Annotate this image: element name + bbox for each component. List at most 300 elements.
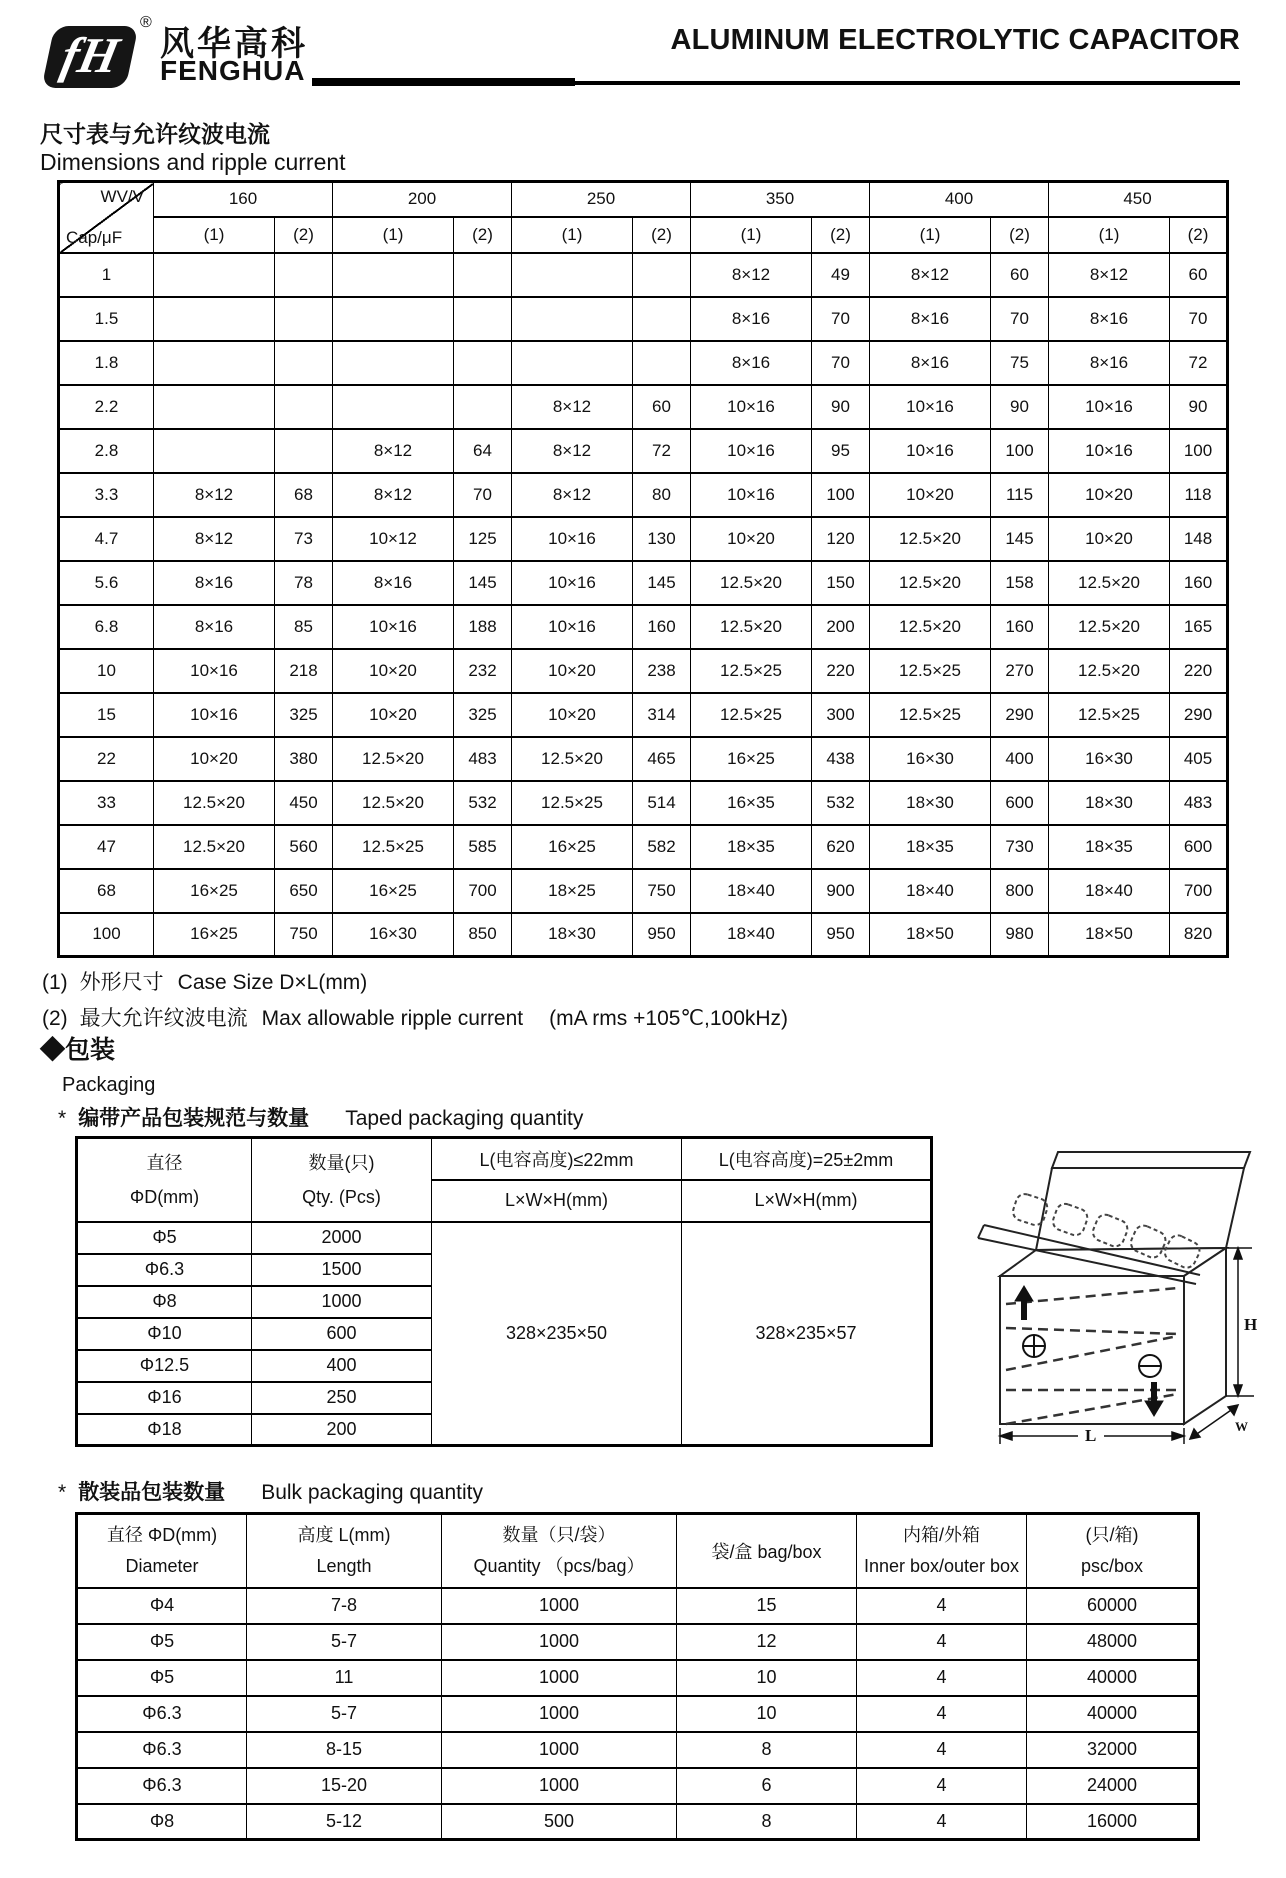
cell: 1000: [442, 1624, 677, 1660]
cell: 600: [252, 1318, 432, 1350]
cell: 12.5×20: [333, 737, 454, 781]
header-diameter: [77, 1138, 252, 1222]
cell: 8×16: [333, 561, 454, 605]
cell: 8×16: [1049, 297, 1170, 341]
cell: 130: [633, 517, 691, 561]
table-row: [77, 1624, 1199, 1660]
voltage-header: 400: [870, 182, 1049, 217]
cell: 950: [812, 913, 870, 957]
table-row: [59, 182, 1228, 217]
cell: 500: [442, 1804, 677, 1840]
cell: [275, 297, 333, 341]
cell: 100: [991, 429, 1049, 473]
cell: 16×35: [691, 781, 812, 825]
header-lwh: L×W×H(mm): [682, 1180, 932, 1222]
cell: [154, 341, 275, 385]
cell: [154, 385, 275, 429]
cell: 900: [812, 869, 870, 913]
cell: Φ6.3: [77, 1696, 247, 1732]
cell: 70: [1170, 297, 1228, 341]
table-row: [77, 1696, 1199, 1732]
table-row: [59, 385, 1228, 429]
bullet: *: [58, 1107, 67, 1130]
voltage-header: 250: [512, 182, 691, 217]
cell: 78: [275, 561, 333, 605]
cell: 165: [1170, 605, 1228, 649]
cell: 532: [812, 781, 870, 825]
cell: 10×16: [1049, 429, 1170, 473]
cell: 10×20: [1049, 517, 1170, 561]
cell: [333, 385, 454, 429]
cell: 145: [633, 561, 691, 605]
cell: 10×16: [870, 429, 991, 473]
cell: [333, 253, 454, 297]
note-number: (2): [42, 1007, 68, 1030]
cell: 800: [991, 869, 1049, 913]
cell: 980: [991, 913, 1049, 957]
cell: 270: [991, 649, 1049, 693]
cap-cell: 2.8: [59, 429, 154, 473]
cell: 12.5×25: [333, 825, 454, 869]
cap-cell: 1.8: [59, 341, 154, 385]
cell: 12.5×25: [870, 649, 991, 693]
table-row: [77, 1138, 932, 1180]
cell: 8×12: [691, 253, 812, 297]
label: (只/箱): [1085, 1524, 1139, 1545]
bulk-title-zh: 散装品包装数量: [78, 1481, 226, 1504]
cell: 150: [812, 561, 870, 605]
cell: 8×16: [691, 341, 812, 385]
cell: 8×12: [512, 429, 633, 473]
cell: 6: [677, 1768, 857, 1804]
cell: 188: [454, 605, 512, 649]
brand-name-zh: 风华高科: [160, 25, 308, 63]
cell: Φ18: [77, 1414, 252, 1446]
note-zh: 最大允许纹波电流: [79, 1007, 248, 1030]
cell: 10×20: [870, 473, 991, 517]
bullet: *: [58, 1481, 67, 1504]
cap-cell: 68: [59, 869, 154, 913]
cap-cell: 10: [59, 649, 154, 693]
cell: 8×12: [870, 253, 991, 297]
fenghua-logo: [41, 26, 138, 88]
cell: 820: [1170, 913, 1228, 957]
cap-cell: 3.3: [59, 473, 154, 517]
cell: [454, 341, 512, 385]
cell: 10×12: [333, 517, 454, 561]
cell: 12.5×25: [512, 781, 633, 825]
cell: 12.5×20: [154, 781, 275, 825]
cap-cell: 47: [59, 825, 154, 869]
box-outline: [1000, 1152, 1250, 1424]
cap-cell: 5.6: [59, 561, 154, 605]
cell: 8×16: [691, 297, 812, 341]
cell: 115: [991, 473, 1049, 517]
cell: [633, 341, 691, 385]
cell: 405: [1170, 737, 1228, 781]
cell: 10×20: [691, 517, 812, 561]
cell: 8×16: [1049, 341, 1170, 385]
cell: 1000: [442, 1768, 677, 1804]
cell: 12.5×20: [1049, 605, 1170, 649]
cap-cell: 15: [59, 693, 154, 737]
cap-uf-label: Cap/μF: [66, 227, 123, 247]
sub-header: (2): [633, 217, 691, 253]
sub-header: (1): [691, 217, 812, 253]
taped-packaging-title: [58, 1102, 583, 1132]
cell: 10×16: [333, 605, 454, 649]
cell: 18×40: [691, 869, 812, 913]
cell: 70: [454, 473, 512, 517]
box-size-eq25: 328×235×57: [682, 1222, 932, 1446]
cap-cell: 33: [59, 781, 154, 825]
table-row: [59, 825, 1228, 869]
table-row: [59, 473, 1228, 517]
cell: 5-7: [247, 1624, 442, 1660]
table-row: [77, 1732, 1199, 1768]
cell: 72: [633, 429, 691, 473]
cell: 16000: [1027, 1804, 1199, 1840]
taped-title-en: Taped packaging quantity: [345, 1107, 584, 1130]
cell: 60: [1170, 253, 1228, 297]
wvv-label: WV/V: [100, 187, 144, 206]
cell: 4: [857, 1804, 1027, 1840]
cell: 532: [454, 781, 512, 825]
cell: 18×30: [870, 781, 991, 825]
cell: 4: [857, 1588, 1027, 1624]
header-bag-box: 袋/盒 bag/box: [677, 1514, 857, 1588]
sub-header: (1): [154, 217, 275, 253]
cell: 290: [1170, 693, 1228, 737]
cell: 16×25: [512, 825, 633, 869]
header-height-eq25: L(电容高度)=25±2mm: [682, 1138, 932, 1180]
cell: Φ8: [77, 1286, 252, 1318]
cell: 160: [633, 605, 691, 649]
cell: 12.5×25: [691, 649, 812, 693]
sub-header: (2): [1170, 217, 1228, 253]
dimensions-title-en: Dimensions and ripple current: [40, 149, 346, 175]
cell: 70: [812, 297, 870, 341]
table-row: [77, 1660, 1199, 1696]
cell: 60: [633, 385, 691, 429]
cell: 16×30: [870, 737, 991, 781]
cell: 12: [677, 1624, 857, 1660]
cell: [454, 297, 512, 341]
cell: 950: [633, 913, 691, 957]
cell: 48000: [1027, 1624, 1199, 1660]
cell: 514: [633, 781, 691, 825]
cell: 8: [677, 1804, 857, 1840]
cap-cell: 1.5: [59, 297, 154, 341]
cell: 8×16: [870, 297, 991, 341]
cell: 10×16: [512, 561, 633, 605]
cell: 75: [991, 341, 1049, 385]
cell: Φ4: [77, 1588, 247, 1624]
note-1: [42, 966, 367, 996]
cell: 18×40: [1049, 869, 1170, 913]
header-lwh: L×W×H(mm): [432, 1180, 682, 1222]
cell: 118: [1170, 473, 1228, 517]
cell: [633, 253, 691, 297]
label: Length: [316, 1555, 372, 1576]
cell: 650: [275, 869, 333, 913]
cell: 220: [812, 649, 870, 693]
cell: 4: [857, 1660, 1027, 1696]
label: Inner box/outer box: [863, 1555, 1020, 1576]
table-row: [77, 1588, 1199, 1624]
cell: 8×12: [1049, 253, 1170, 297]
cell: [154, 253, 275, 297]
cell: 300: [812, 693, 870, 737]
header-qty: [252, 1138, 432, 1222]
sub-header: (2): [812, 217, 870, 253]
label: psc/box: [1080, 1555, 1144, 1576]
cell: 10: [677, 1696, 857, 1732]
cell: [454, 385, 512, 429]
cell: 5-7: [247, 1696, 442, 1732]
cell: 10×16: [1049, 385, 1170, 429]
cell: 18×35: [1049, 825, 1170, 869]
cell: 8×12: [512, 473, 633, 517]
cell: 18×25: [512, 869, 633, 913]
note-number: (1): [42, 971, 68, 994]
label: 直径 ΦD(mm): [106, 1524, 218, 1545]
sub-header: (2): [275, 217, 333, 253]
cell: 10×20: [512, 693, 633, 737]
cell: [275, 253, 333, 297]
cell: 12.5×20: [1049, 649, 1170, 693]
note-2: [42, 1002, 788, 1032]
cell: 700: [1170, 869, 1228, 913]
cell: 10×16: [512, 605, 633, 649]
cell: 85: [275, 605, 333, 649]
dim-w-label: W: [1235, 1419, 1248, 1434]
cell: 80: [633, 473, 691, 517]
table-row: [59, 341, 1228, 385]
cell: 582: [633, 825, 691, 869]
cap-cell: 1: [59, 253, 154, 297]
cell: Φ5: [77, 1624, 247, 1660]
cell: 60000: [1027, 1588, 1199, 1624]
cell: 12.5×25: [870, 693, 991, 737]
cell: Φ8: [77, 1804, 247, 1840]
cap-cell: 100: [59, 913, 154, 957]
header-quantity: [442, 1514, 677, 1588]
registered-mark-icon: ®: [140, 14, 152, 31]
packaging-heading-zh: ◆包装: [40, 1036, 116, 1064]
cell: 24000: [1027, 1768, 1199, 1804]
sub-header: (1): [1049, 217, 1170, 253]
logo-mark-text: fH: [56, 27, 125, 83]
cell: 400: [252, 1350, 432, 1382]
cell: Φ12.5: [77, 1350, 252, 1382]
table-row: [59, 517, 1228, 561]
packaging-box-diagram: [972, 1138, 1272, 1450]
sub-header: (2): [991, 217, 1049, 253]
cell: 4: [857, 1732, 1027, 1768]
cell: 16×25: [691, 737, 812, 781]
cell: 4: [857, 1696, 1027, 1732]
cell: 238: [633, 649, 691, 693]
taped-title-zh: 编带产品包装规范与数量: [78, 1107, 310, 1130]
cell: 18×40: [870, 869, 991, 913]
note-zh: 外形尺寸: [79, 971, 164, 994]
cell: 380: [275, 737, 333, 781]
cell: Φ5: [77, 1222, 252, 1254]
cell: 12.5×20: [870, 605, 991, 649]
cell: 90: [991, 385, 1049, 429]
cell: 12.5×20: [691, 605, 812, 649]
cell: 90: [1170, 385, 1228, 429]
cell: 600: [991, 781, 1049, 825]
cell: [333, 297, 454, 341]
cell: 5-12: [247, 1804, 442, 1840]
cell: 18×50: [870, 913, 991, 957]
table-row: [77, 1768, 1199, 1804]
cap-cell: 4.7: [59, 517, 154, 561]
cell: 1000: [252, 1286, 432, 1318]
cell: [512, 341, 633, 385]
cell: 10×20: [333, 693, 454, 737]
table-row: [77, 1804, 1199, 1840]
dimensions-title-zh: 尺寸表与允许纹波电流: [40, 121, 270, 147]
cell: 8×16: [154, 561, 275, 605]
box-size-le22: 328×235×50: [432, 1222, 682, 1446]
cell: 12.5×20: [512, 737, 633, 781]
note-en: Case Size D×L(mm): [177, 971, 368, 994]
label: Diameter: [125, 1555, 199, 1576]
table-row: [59, 649, 1228, 693]
cell: 100: [1170, 429, 1228, 473]
cell: 145: [991, 517, 1049, 561]
cell: 10×16: [691, 429, 812, 473]
note-en: Max allowable ripple current: [261, 1007, 524, 1030]
cell: 730: [991, 825, 1049, 869]
header-length: [247, 1514, 442, 1588]
cell: 290: [991, 693, 1049, 737]
cell: 11: [247, 1660, 442, 1696]
cell: 314: [633, 693, 691, 737]
cell: 10×16: [691, 473, 812, 517]
cell: 200: [252, 1414, 432, 1446]
dim-h-label: H: [1244, 1315, 1258, 1334]
page-title: ALUMINUM ELECTROLYTIC CAPACITOR: [670, 24, 1240, 56]
cap-cell: 2.2: [59, 385, 154, 429]
sub-header: (1): [512, 217, 633, 253]
cell: 32000: [1027, 1732, 1199, 1768]
sub-header: (1): [333, 217, 454, 253]
cell: Φ6.3: [77, 1732, 247, 1768]
table-row: [59, 561, 1228, 605]
cell: 4: [857, 1768, 1027, 1804]
bulk-packaging-title: [58, 1476, 483, 1506]
cell: 1000: [442, 1696, 677, 1732]
cell: 64: [454, 429, 512, 473]
label: 数量(只): [308, 1152, 375, 1173]
cell: 8×12: [333, 473, 454, 517]
cell: 16×25: [154, 913, 275, 957]
cell: 750: [633, 869, 691, 913]
sub-header: (1): [870, 217, 991, 253]
cell: 18×30: [1049, 781, 1170, 825]
cell: 218: [275, 649, 333, 693]
cell: 220: [1170, 649, 1228, 693]
taped-packaging-table: [75, 1136, 933, 1447]
cell: 1500: [252, 1254, 432, 1286]
cell: 70: [812, 341, 870, 385]
cell: 450: [275, 781, 333, 825]
cell: [154, 297, 275, 341]
cell: 12.5×25: [691, 693, 812, 737]
cell: 160: [991, 605, 1049, 649]
cell: 73: [275, 517, 333, 561]
cell: 8×12: [154, 517, 275, 561]
cell: 600: [1170, 825, 1228, 869]
label: 内箱/外箱: [902, 1524, 980, 1545]
header-rule-thick: [312, 78, 575, 86]
cell: Φ10: [77, 1318, 252, 1350]
cell: 12.5×20: [691, 561, 812, 605]
cell: [275, 429, 333, 473]
cell: 100: [812, 473, 870, 517]
bulk-packaging-table: [75, 1512, 1200, 1841]
cell: 49: [812, 253, 870, 297]
cell: 18×35: [870, 825, 991, 869]
cell: 8×12: [333, 429, 454, 473]
table-row: [59, 913, 1228, 957]
cell: 700: [454, 869, 512, 913]
voltage-header: 200: [333, 182, 512, 217]
cell: 12.5×20: [333, 781, 454, 825]
cell: 12.5×20: [154, 825, 275, 869]
cell: 10: [677, 1660, 857, 1696]
cell: 40000: [1027, 1660, 1199, 1696]
cell: 10×16: [870, 385, 991, 429]
cell: 10×16: [154, 649, 275, 693]
note-condition: (mA rms +105℃,100kHz): [549, 1007, 789, 1030]
cell: 90: [812, 385, 870, 429]
header-inner-outer-box: [857, 1514, 1027, 1588]
cell: 200: [812, 605, 870, 649]
cell: 325: [275, 693, 333, 737]
cap-cell: 6.8: [59, 605, 154, 649]
cell: 10×20: [333, 649, 454, 693]
cell: 8×12: [154, 473, 275, 517]
cell: 145: [454, 561, 512, 605]
cell: 483: [1170, 781, 1228, 825]
cell: 16×25: [154, 869, 275, 913]
cell: 850: [454, 913, 512, 957]
table-row: [59, 429, 1228, 473]
cell: 560: [275, 825, 333, 869]
voltage-header: 450: [1049, 182, 1228, 217]
cell: 8: [677, 1732, 857, 1768]
corner-cell: [59, 182, 154, 253]
cell: 10×16: [691, 385, 812, 429]
cell: 232: [454, 649, 512, 693]
table-row: [59, 693, 1228, 737]
cell: 148: [1170, 517, 1228, 561]
cell: 465: [633, 737, 691, 781]
cell: 10×16: [512, 517, 633, 561]
cell: 60: [991, 253, 1049, 297]
bulk-title-en: Bulk packaging quantity: [261, 1481, 483, 1504]
table-row: [77, 1514, 1199, 1588]
cell: 2000: [252, 1222, 432, 1254]
cell: 18×40: [691, 913, 812, 957]
voltage-header: 350: [691, 182, 870, 217]
cell: [633, 297, 691, 341]
